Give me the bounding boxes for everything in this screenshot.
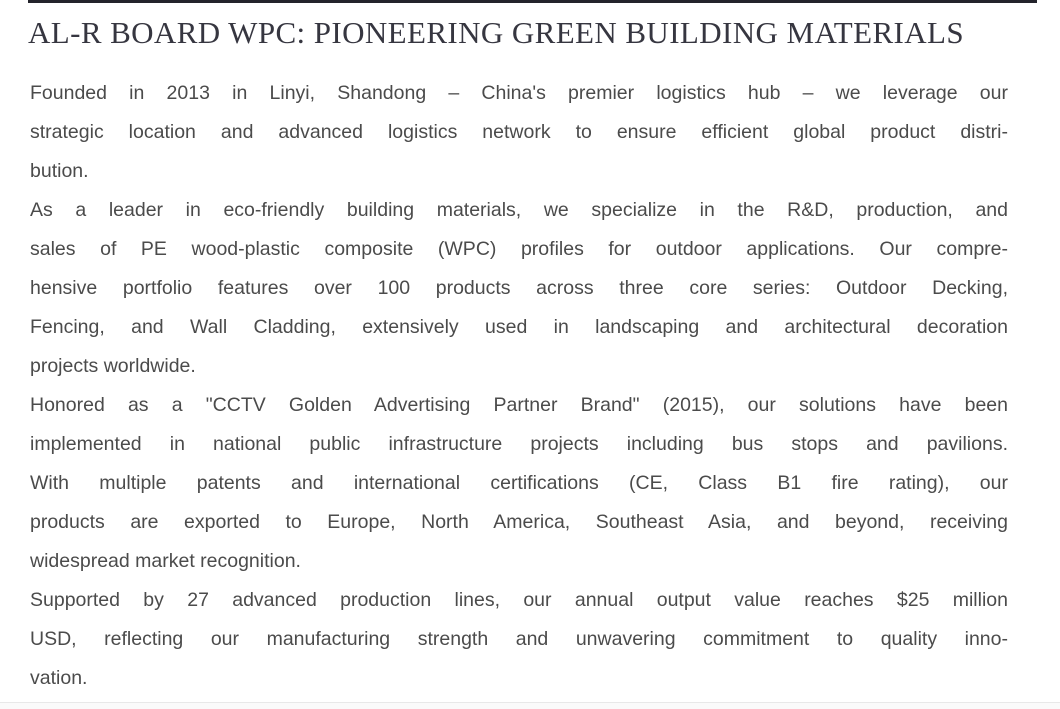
paragraph-line: products are exported to Europe, North America, Southeast Asia, and beyond, receiving xyxy=(30,511,1008,533)
paragraph xyxy=(30,74,1008,191)
page-title: AL-R BOARD WPC: PIONEERING GREEN BUILDING MATERIALS xyxy=(28,15,965,50)
paragraph-line: strategic location and advanced logistics network to ensure efficient global product distri- xyxy=(30,121,1008,143)
paragraph-line: With multiple patents and international certifications (CE, Class B1 fire rating), our xyxy=(30,472,1008,494)
paragraph-line: implemented in national public infrastructure projects including bus stops and pavilions. xyxy=(30,433,1008,455)
company-description xyxy=(30,74,1008,698)
paragraph-line: bution. xyxy=(30,160,89,182)
paragraph xyxy=(30,386,1008,581)
paragraph-line: hensive portfolio features over 100 products across three core series: Outdoor Decking, xyxy=(30,277,1008,299)
paragraph-line: USD, reflecting our manufacturing strength and unwavering commitment to quality inno- xyxy=(30,628,1008,650)
paragraph xyxy=(30,581,1008,698)
paragraph-line: Fencing, and Wall Cladding, extensively used in landscaping and architectural decoration xyxy=(30,316,1008,338)
paragraph-line: Founded in 2013 in Linyi, Shandong – China's premier logistics hub – we leverage our xyxy=(30,82,1008,104)
paragraph-line: Honored as a "CCTV Golden Advertising Partner Brand" (2015), our solutions have been xyxy=(30,394,1008,416)
paragraph xyxy=(30,191,1008,386)
paragraph-line: As a leader in eco-friendly building materials, we specialize in the R&D, production, and xyxy=(30,199,1008,221)
paragraph-line: widespread market recognition. xyxy=(30,550,301,572)
paragraph-line: projects worldwide. xyxy=(30,355,196,377)
paragraph-line: vation. xyxy=(30,667,88,689)
paragraph-line: sales of PE wood-plastic composite (WPC) profiles for outdoor applications. Our compre- xyxy=(30,238,1008,260)
paragraph-line: Supported by 27 advanced production lines, our annual output value reaches $25 million xyxy=(30,589,1008,611)
bottom-divider xyxy=(0,702,1060,709)
